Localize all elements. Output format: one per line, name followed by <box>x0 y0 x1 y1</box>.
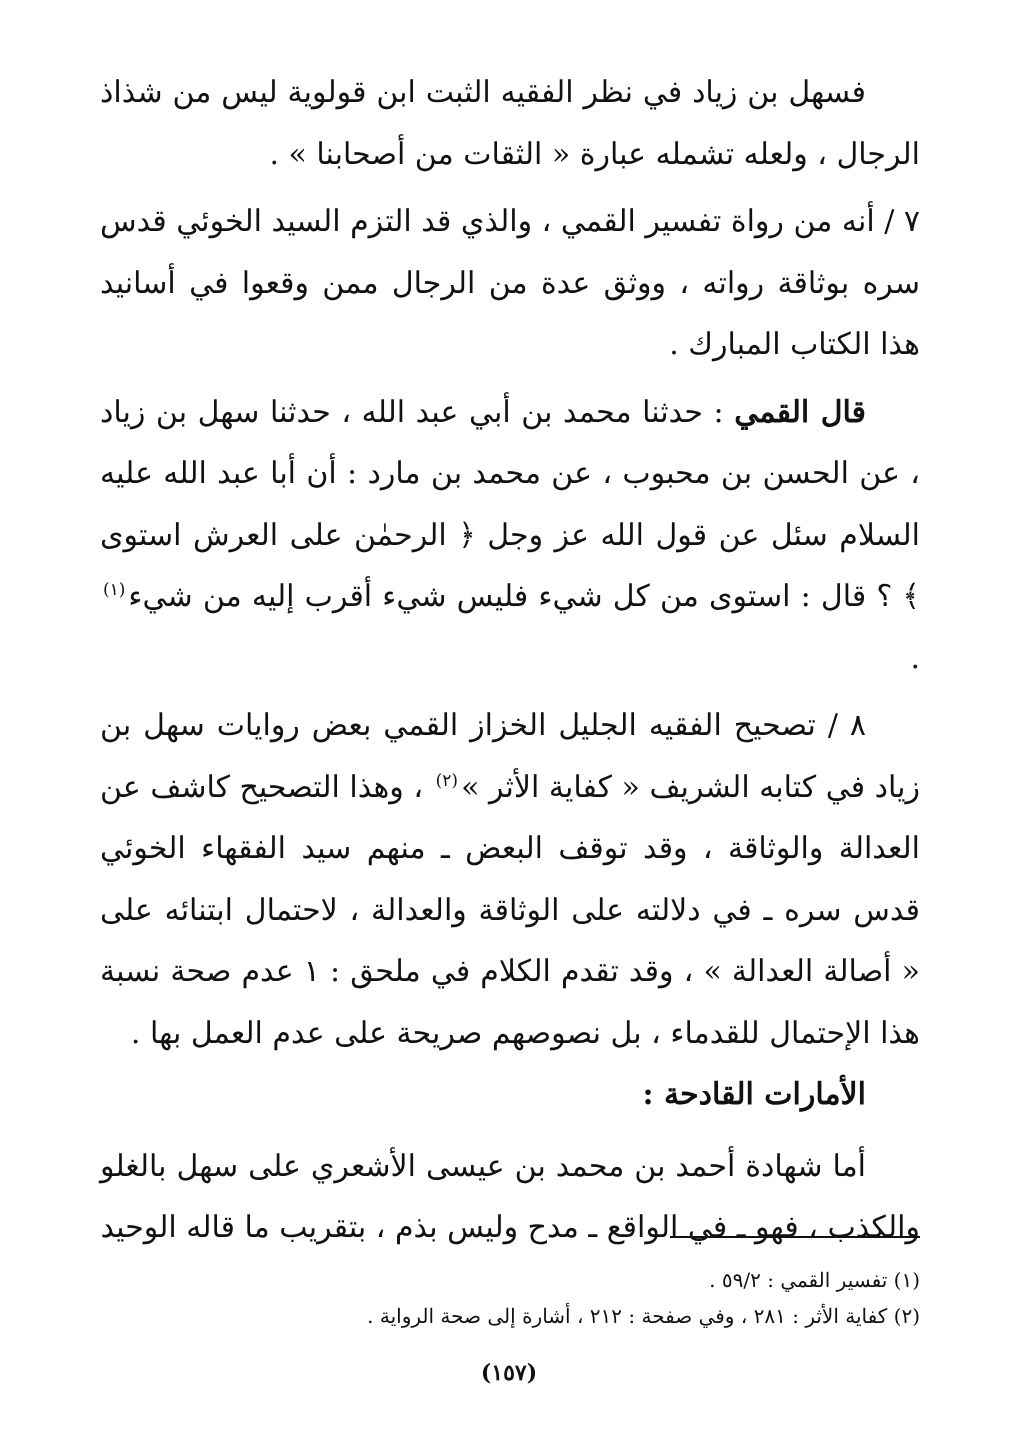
footnote-1: (١) تفسير القمي : ٥٩/٢ . <box>709 1268 920 1292</box>
footnotes <box>100 1262 920 1334</box>
paragraph-3 <box>100 382 920 690</box>
paragraph-1 <box>100 62 920 185</box>
paragraph-1-text: فسهل بن زياد في نظر الفقيه الثبت ابن قولوية ليس من شذاذ الرجال ، ولعله تشمله عبارة « الثقات من أصحابنا » . <box>100 75 920 172</box>
footnote-separator <box>670 1236 920 1238</box>
page-number: (١٥٧) <box>480 1360 538 1386</box>
paragraph-4-text: ٨ / تصحيح الفقيه الجليل الخزاز القمي بعض روايات سهل بن زياد في كتابه الشريف « كفاية الأثر » <box>100 708 920 805</box>
paragraph-2-text: ٧ / أنه من رواة تفسير القمي ، والذي قد التزم السيد الخوئي قدس سره بوثاقة رواته ، ووثق عدة من الرجال ممن وقعوا في أسانيد هذا الكتاب المبارك . <box>100 204 920 362</box>
footnote-ref-1[interactable]: (١) <box>103 580 126 600</box>
closing-paragraph-text: أما شهادة أحمد بن محمد بن عيسى الأشعري على سهل بالغلو والكذب ، فهو ـ في الواقع ـ مدح وليس بذم ، بتقريب ما قاله الوحيد <box>100 1148 920 1245</box>
paragraph-3-lead: قال القمي <box>734 394 866 430</box>
paragraph-3-tail: . <box>910 640 920 676</box>
paragraph-4-tail: ، وهذا التصحيح كاشف عن العدالة والوثاقة ، وقد توقف البعض ـ منهم سيد الفقهاء الخوئي قدس سره ـ في دلالته على الوثاقة والعدالة ، لاحتمال ابتنائه على « أصالة العدالة » ، وقد تقدم الكلام في ملحق : ١ عدم صحة نسبة هذا الإحتمال للقدماء ، بل نصوصهم صريحة على عدم العمل بها . <box>100 769 920 1051</box>
section-heading: الأمارات القادحة : <box>642 1077 866 1112</box>
footnote-2: (٢) كفاية الأثر : ٢٨١ ، وفي صفحة : ٢١٢ ، أشارة إلى صحة الرواية . <box>367 1304 920 1328</box>
footnote-ref-2[interactable]: (٢) <box>435 770 459 791</box>
page-body <box>100 62 920 1259</box>
paragraph-3-text: : حدثنا محمد بن أبي عبد الله ، حدثنا سهل بن زياد ، عن الحسن بن محبوب ، عن محمد بن مارد : أن أبا عبد الله عليه السلام سئل عن قول الله عز وجل ﴿ الرحمٰن على العرش استوى ﴾ ؟ قال : استوى من كل شيء فليس شيء أقرب إليه من شيء <box>100 394 920 614</box>
closing-paragraph <box>100 1136 920 1259</box>
paragraph-2 <box>100 191 920 376</box>
paragraph-4 <box>100 695 920 1064</box>
